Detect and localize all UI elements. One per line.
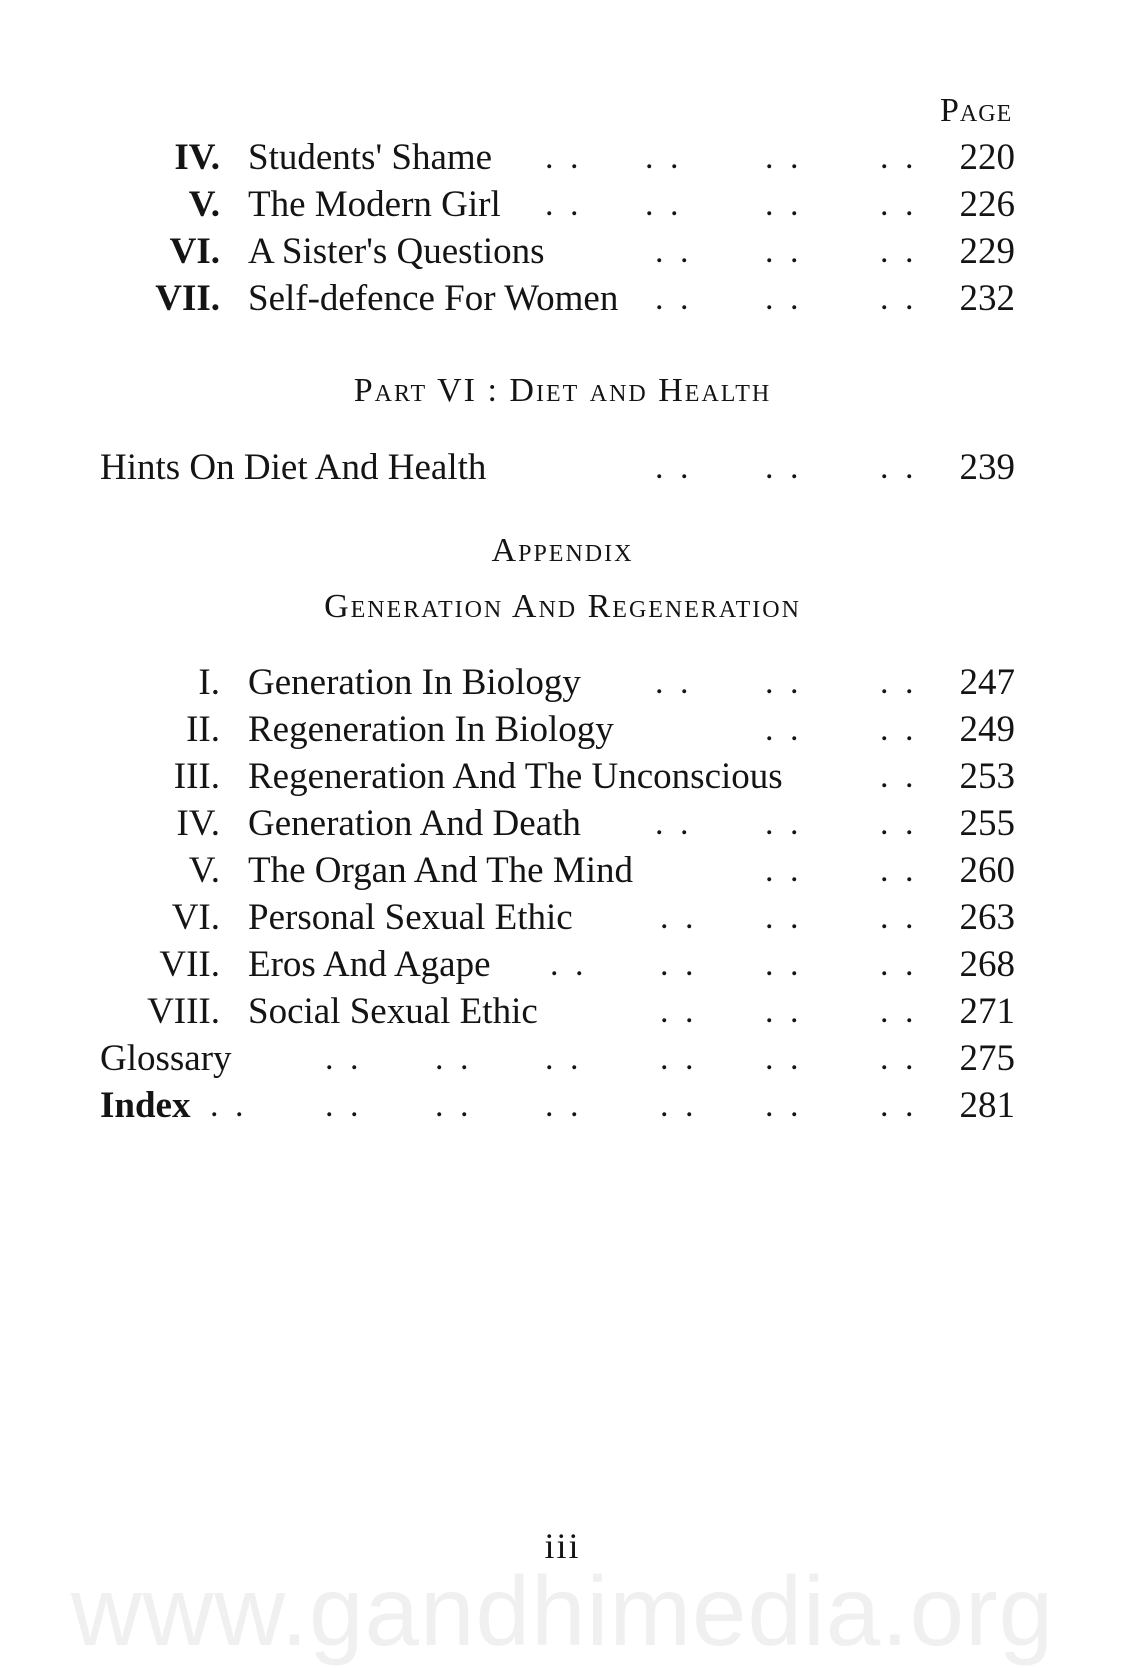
entry-number: VI.: [171, 897, 220, 938]
leader-dots: . .: [765, 664, 803, 701]
toc-entry: [0, 660, 1125, 706]
toc-entry: [0, 848, 1125, 894]
entry-page: 263: [959, 897, 1015, 938]
entry-title: Self-defence For Women: [248, 278, 619, 319]
entry-page: 229: [959, 231, 1015, 272]
leader-dots: . .: [880, 946, 918, 983]
entry-page: 253: [959, 756, 1015, 797]
entry-title: Index: [100, 1085, 191, 1126]
leader-dots: . .: [765, 993, 803, 1030]
entry-page: 268: [959, 944, 1015, 985]
leader-dots: . .: [660, 899, 698, 936]
entry-page: 275: [959, 1038, 1015, 1079]
leader-dots: . .: [880, 805, 918, 842]
leader-dots: . .: [765, 805, 803, 842]
entry-title: Social Sexual Ethic: [248, 991, 538, 1032]
entry-page: 220: [959, 137, 1015, 178]
leader-dots: . .: [880, 852, 918, 889]
entry-title: Personal Sexual Ethic: [248, 897, 573, 938]
entry-page: 255: [959, 803, 1015, 844]
entry-title: Regeneration And The Unconscious: [248, 756, 783, 797]
entry-number: VI.: [169, 231, 220, 272]
leader-dots: . .: [880, 899, 918, 936]
toc-entry: [0, 754, 1125, 800]
leader-dots: . .: [325, 1087, 363, 1124]
leader-dots: . .: [655, 280, 693, 317]
entry-page: 260: [959, 850, 1015, 891]
leader-dots: . .: [645, 139, 683, 176]
leader-dots: . .: [880, 664, 918, 701]
entry-title: A Sister's Questions: [248, 231, 545, 272]
leader-dots: . .: [660, 946, 698, 983]
toc-entry: [0, 707, 1125, 753]
leader-dots: . .: [765, 899, 803, 936]
leader-dots: . .: [545, 186, 583, 223]
leader-dots: . .: [545, 1087, 583, 1124]
entry-title: The Organ And The Mind: [248, 850, 634, 891]
entry-number: I.: [198, 662, 220, 703]
leader-dots: . .: [655, 233, 693, 270]
entry-page: 239: [959, 447, 1015, 488]
toc-entry: [0, 895, 1125, 941]
leader-dots: . .: [765, 449, 803, 486]
appendix-heading: Appendix: [491, 532, 634, 569]
entry-title: Generation In Biology: [248, 662, 581, 703]
entry-number: VII.: [159, 944, 220, 985]
leader-dots: . .: [765, 852, 803, 889]
entry-number: IV.: [176, 803, 220, 844]
leader-dots: . .: [545, 1040, 583, 1077]
leader-dots: . .: [765, 946, 803, 983]
entry-page: 247: [959, 662, 1015, 703]
page-folio: iii: [544, 1526, 581, 1566]
leader-dots: . .: [660, 993, 698, 1030]
leader-dots: . .: [765, 233, 803, 270]
leader-dots: . .: [435, 1040, 473, 1077]
leader-dots: . .: [655, 664, 693, 701]
appendix-subheading: Generation And Regeneration: [324, 588, 801, 625]
entry-title: Generation And Death: [248, 803, 581, 844]
toc-entry: [0, 942, 1125, 988]
entry-page: 249: [959, 709, 1015, 750]
leader-dots: . .: [880, 139, 918, 176]
leader-dots: . .: [645, 186, 683, 223]
leader-dots: . .: [880, 993, 918, 1030]
leader-dots: . .: [880, 186, 918, 223]
leader-dots: . .: [880, 449, 918, 486]
entry-page: 232: [959, 278, 1015, 319]
entry-number: III.: [173, 756, 220, 797]
entry-page: 271: [959, 991, 1015, 1032]
entry-number: II.: [186, 709, 220, 750]
leader-dots: . .: [880, 1040, 918, 1077]
entry-title: Regeneration In Biology: [248, 709, 614, 750]
leader-dots: . .: [765, 1087, 803, 1124]
part-heading: Part VI : Diet and Health: [353, 372, 772, 409]
leader-dots: . .: [325, 1040, 363, 1077]
leader-dots: . .: [880, 280, 918, 317]
entry-number: IV.: [174, 137, 220, 178]
leader-dots: . .: [765, 139, 803, 176]
toc-entry: [0, 989, 1125, 1035]
entry-number: V.: [188, 850, 220, 891]
toc-entry: [0, 229, 1125, 275]
leader-dots: . .: [660, 1040, 698, 1077]
toc-entry: [0, 445, 1125, 491]
leader-dots: . .: [550, 946, 588, 983]
leader-dots: . .: [655, 449, 693, 486]
watermark-text: www.gandhimedia.org: [70, 1556, 1055, 1666]
leader-dots: . .: [765, 186, 803, 223]
entry-title: Eros And Agape: [248, 944, 491, 985]
toc-entry: [0, 276, 1125, 322]
toc-entry: [0, 135, 1125, 181]
entry-title: Glossary: [100, 1038, 232, 1079]
toc-entry: [0, 182, 1125, 228]
leader-dots: . .: [765, 1040, 803, 1077]
toc-entry-index: [0, 1083, 1125, 1129]
leader-dots: . .: [210, 1087, 248, 1124]
leader-dots: . .: [655, 805, 693, 842]
entry-page: 281: [959, 1085, 1015, 1126]
entry-title: The Modern Girl: [248, 184, 501, 225]
entry-number: V.: [188, 184, 220, 225]
page-column-label: Page: [940, 92, 1013, 129]
leader-dots: . .: [435, 1087, 473, 1124]
entry-number: VII.: [155, 278, 220, 319]
toc-entry-glossary: [0, 1036, 1125, 1082]
entry-number: VIII.: [147, 991, 220, 1032]
leader-dots: . .: [880, 1087, 918, 1124]
leader-dots: . .: [880, 758, 918, 795]
entry-title: Students' Shame: [248, 137, 493, 178]
leader-dots: . .: [880, 711, 918, 748]
leader-dots: . .: [765, 280, 803, 317]
entry-title: Hints On Diet And Health: [100, 447, 487, 488]
entry-page: 226: [959, 184, 1015, 225]
leader-dots: . .: [660, 1087, 698, 1124]
leader-dots: . .: [765, 711, 803, 748]
leader-dots: . .: [545, 139, 583, 176]
toc-entry: [0, 801, 1125, 847]
leader-dots: . .: [880, 233, 918, 270]
